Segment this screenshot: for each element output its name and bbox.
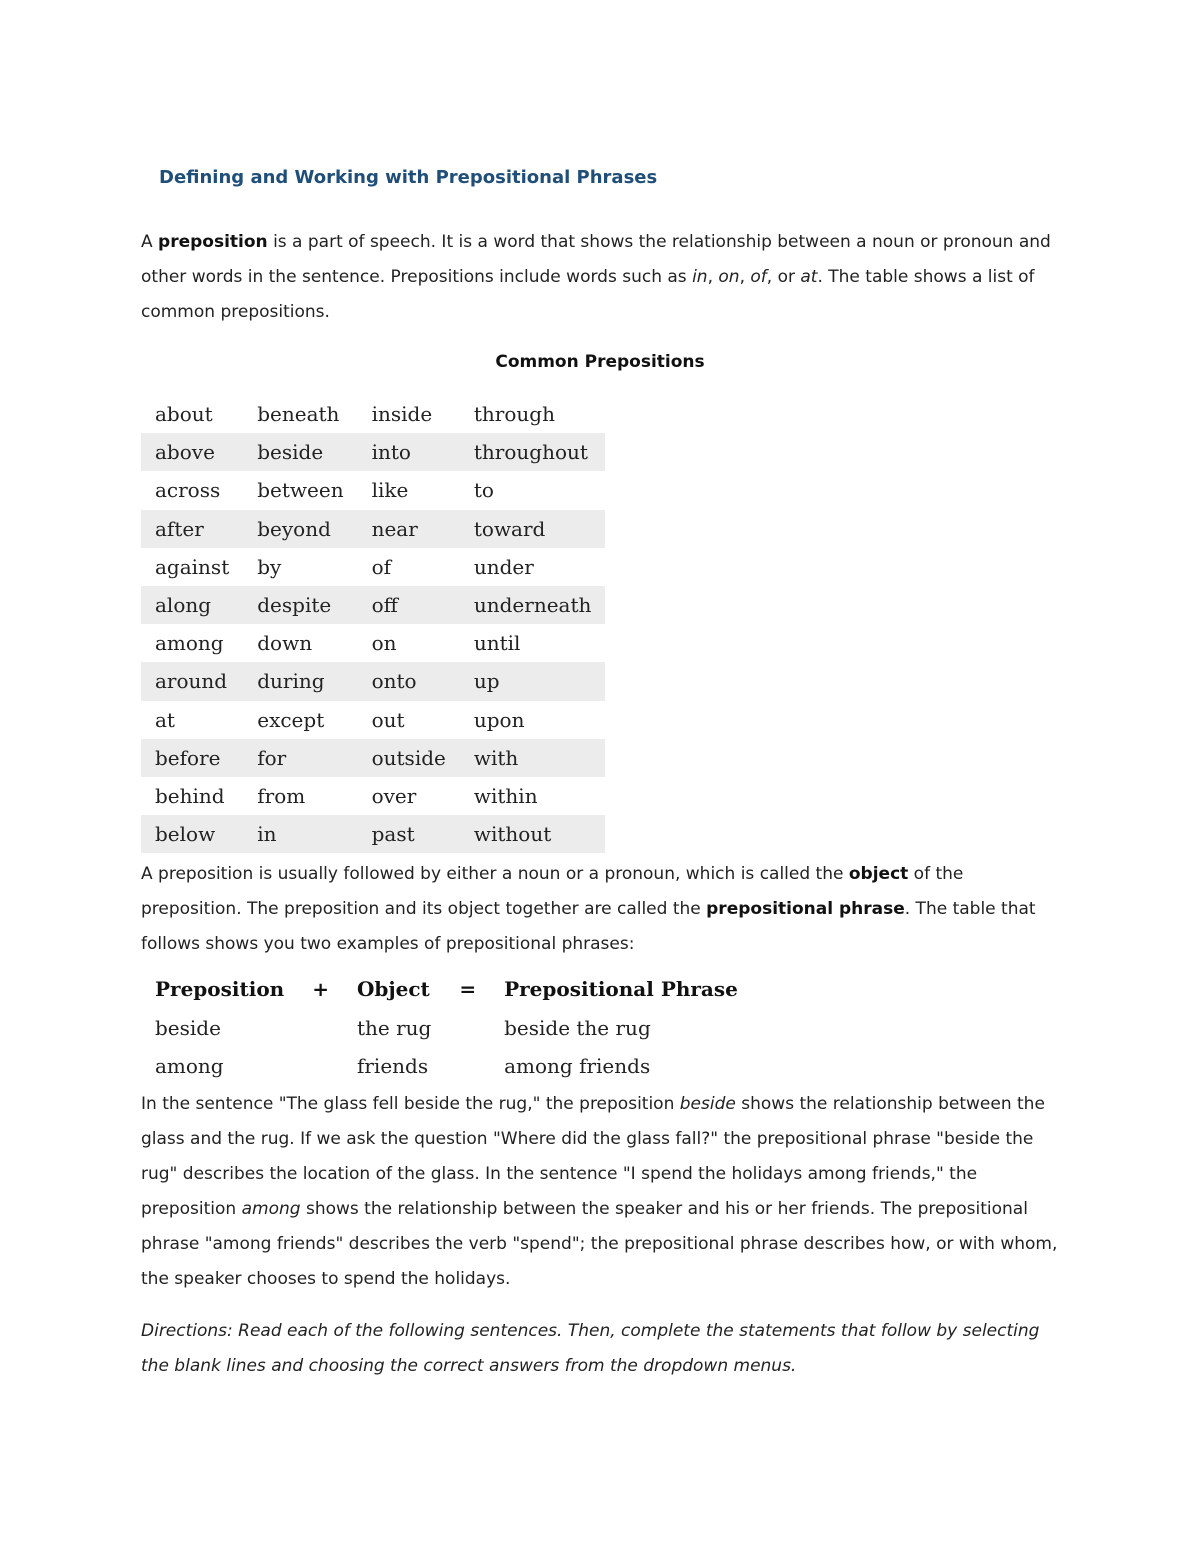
preposition-cell: out xyxy=(371,707,405,732)
preposition-cell: underneath xyxy=(460,586,606,624)
preposition-cell: below xyxy=(141,815,243,853)
preposition-cell: despite xyxy=(243,586,357,624)
header-plus: + xyxy=(312,977,329,1001)
row-equals xyxy=(445,1009,490,1047)
header-preposition: Preposition xyxy=(155,977,285,1001)
table-caption: Common Prepositions xyxy=(495,352,705,372)
object-paragraph xyxy=(141,857,1061,962)
preposition-cell: into xyxy=(358,433,460,471)
example-paragraph xyxy=(141,1087,1061,1297)
preposition-cell: from xyxy=(257,783,306,808)
intro-text-1: A xyxy=(141,232,159,252)
preposition-cell: over xyxy=(371,783,417,808)
row-plus xyxy=(298,1047,343,1085)
common-prepositions-table xyxy=(141,395,605,853)
phrase-table-header xyxy=(141,969,752,1009)
page-title: Defining and Working with Prepositional Phrases xyxy=(159,167,658,188)
header-object: Object xyxy=(356,977,430,1001)
preposition-table-row xyxy=(141,662,605,700)
term-prepositional-phrase: prepositional phrase xyxy=(706,899,905,919)
phrase-table-row xyxy=(141,1047,752,1085)
row-phrase: beside the rug xyxy=(504,1016,651,1040)
example-text-3: shows the relationship between the speaker and his or her friends. The prepositional phrase "among friends" describes the verb "spend"; the prepositional phrase describes how, or with whom, the speaker chooses to spend the holidays. xyxy=(141,1199,1058,1289)
preposition-cell: through xyxy=(473,402,555,427)
prepositional-phrase-table xyxy=(141,969,752,1085)
example-among: among xyxy=(241,1199,301,1219)
preposition-cell: across xyxy=(155,478,221,503)
directions-text: Directions: Read each of the following sentences. Then, complete the statements that follow by selecting the blank lines and choosing the correct answers from the dropdown menus. xyxy=(141,1321,1040,1376)
preposition-cell: against xyxy=(155,554,230,579)
preposition-cell: inside xyxy=(371,402,433,427)
term-object: object xyxy=(848,864,909,884)
phrase-table-row xyxy=(141,1009,752,1047)
preposition-cell: throughout xyxy=(460,433,606,471)
intro-paragraph xyxy=(141,225,1061,330)
object-text-2: of the preposition. The preposition and its object together are called the xyxy=(141,864,964,919)
preposition-cell: up xyxy=(460,662,606,700)
preposition-cell: of xyxy=(371,554,392,579)
object-text-1: A preposition is usually followed by either a noun or a pronoun, which is called the xyxy=(141,864,849,884)
example-text-2: shows the relationship between the glass and the rug. If we ask the question "Where did the glass fall?" the prepositional phrase "beside the rug" describes the location of the glass. In the sentence "I spend the holidays among friends," the preposition xyxy=(141,1094,1045,1219)
preposition-cell: beneath xyxy=(257,402,340,427)
preposition-cell: beyond xyxy=(243,510,357,548)
row-plus xyxy=(298,1009,343,1047)
preposition-table-row xyxy=(141,739,605,777)
preposition-table-row xyxy=(141,815,605,853)
intro-sep-2: , xyxy=(739,267,751,287)
preposition-table-row xyxy=(141,624,605,662)
example-on: on xyxy=(718,267,740,287)
preposition-cell: to xyxy=(473,478,494,503)
preposition-cell: toward xyxy=(460,510,606,548)
preposition-cell: at xyxy=(155,707,175,732)
row-equals xyxy=(445,1047,490,1085)
preposition-cell: above xyxy=(141,433,243,471)
preposition-cell: during xyxy=(243,662,357,700)
preposition-cell: about xyxy=(155,402,213,427)
preposition-table-row xyxy=(141,510,605,548)
example-of: of xyxy=(750,267,767,287)
preposition-cell: on xyxy=(371,631,397,656)
term-preposition: preposition xyxy=(158,232,268,252)
preposition-cell: with xyxy=(460,739,606,777)
preposition-table-row xyxy=(141,548,605,586)
object-text-3: . The table that follows shows you two examples of prepositional phrases: xyxy=(141,899,1036,954)
preposition-cell: onto xyxy=(358,662,460,700)
preposition-cell: within xyxy=(473,783,538,808)
example-beside: beside xyxy=(679,1094,736,1114)
preposition-cell: outside xyxy=(358,739,460,777)
preposition-cell: in xyxy=(243,815,357,853)
row-object: friends xyxy=(356,1054,429,1078)
preposition-cell: except xyxy=(257,707,325,732)
preposition-cell: around xyxy=(141,662,243,700)
intro-sep-1: , xyxy=(707,267,719,287)
preposition-table-row xyxy=(141,701,605,739)
header-prepositional-phrase: Prepositional Phrase xyxy=(504,977,738,1001)
preposition-cell: down xyxy=(257,631,313,656)
example-at: at xyxy=(800,267,818,287)
preposition-cell: before xyxy=(141,739,243,777)
preposition-cell: by xyxy=(257,554,282,579)
preposition-cell: under xyxy=(473,554,534,579)
example-text-1: In the sentence "The glass fell beside the rug," the preposition xyxy=(141,1094,680,1114)
preposition-cell: off xyxy=(358,586,460,624)
preposition-table-row xyxy=(141,777,605,815)
row-phrase: among friends xyxy=(504,1054,651,1078)
preposition-cell: past xyxy=(358,815,460,853)
preposition-cell: like xyxy=(371,478,409,503)
preposition-table-row xyxy=(141,395,605,433)
preposition-cell: upon xyxy=(473,707,525,732)
preposition-cell: among xyxy=(155,631,224,656)
preposition-cell: behind xyxy=(155,783,225,808)
preposition-table-row xyxy=(141,586,605,624)
preposition-cell: beside xyxy=(243,433,357,471)
preposition-cell: until xyxy=(473,631,521,656)
example-in: in xyxy=(692,267,708,287)
preposition-table-row xyxy=(141,433,605,471)
row-preposition: beside xyxy=(155,1016,221,1040)
preposition-cell: without xyxy=(460,815,606,853)
intro-text-2: is a part of speech. It is a word that shows the relationship between a noun or pronoun and other words in the sentence. Prepositions include words such as xyxy=(141,232,1051,287)
row-object: the rug xyxy=(356,1016,432,1040)
preposition-cell: between xyxy=(257,478,344,503)
preposition-table-row xyxy=(141,471,605,509)
header-equals: = xyxy=(459,977,477,1001)
preposition-cell: after xyxy=(141,510,243,548)
row-preposition: among xyxy=(155,1054,224,1078)
preposition-cell: for xyxy=(243,739,357,777)
intro-sep-3: , or xyxy=(766,267,801,287)
preposition-cell: along xyxy=(141,586,243,624)
preposition-cell: near xyxy=(358,510,460,548)
intro-text-3: . The table shows a list of common prepositions. xyxy=(141,267,1035,322)
